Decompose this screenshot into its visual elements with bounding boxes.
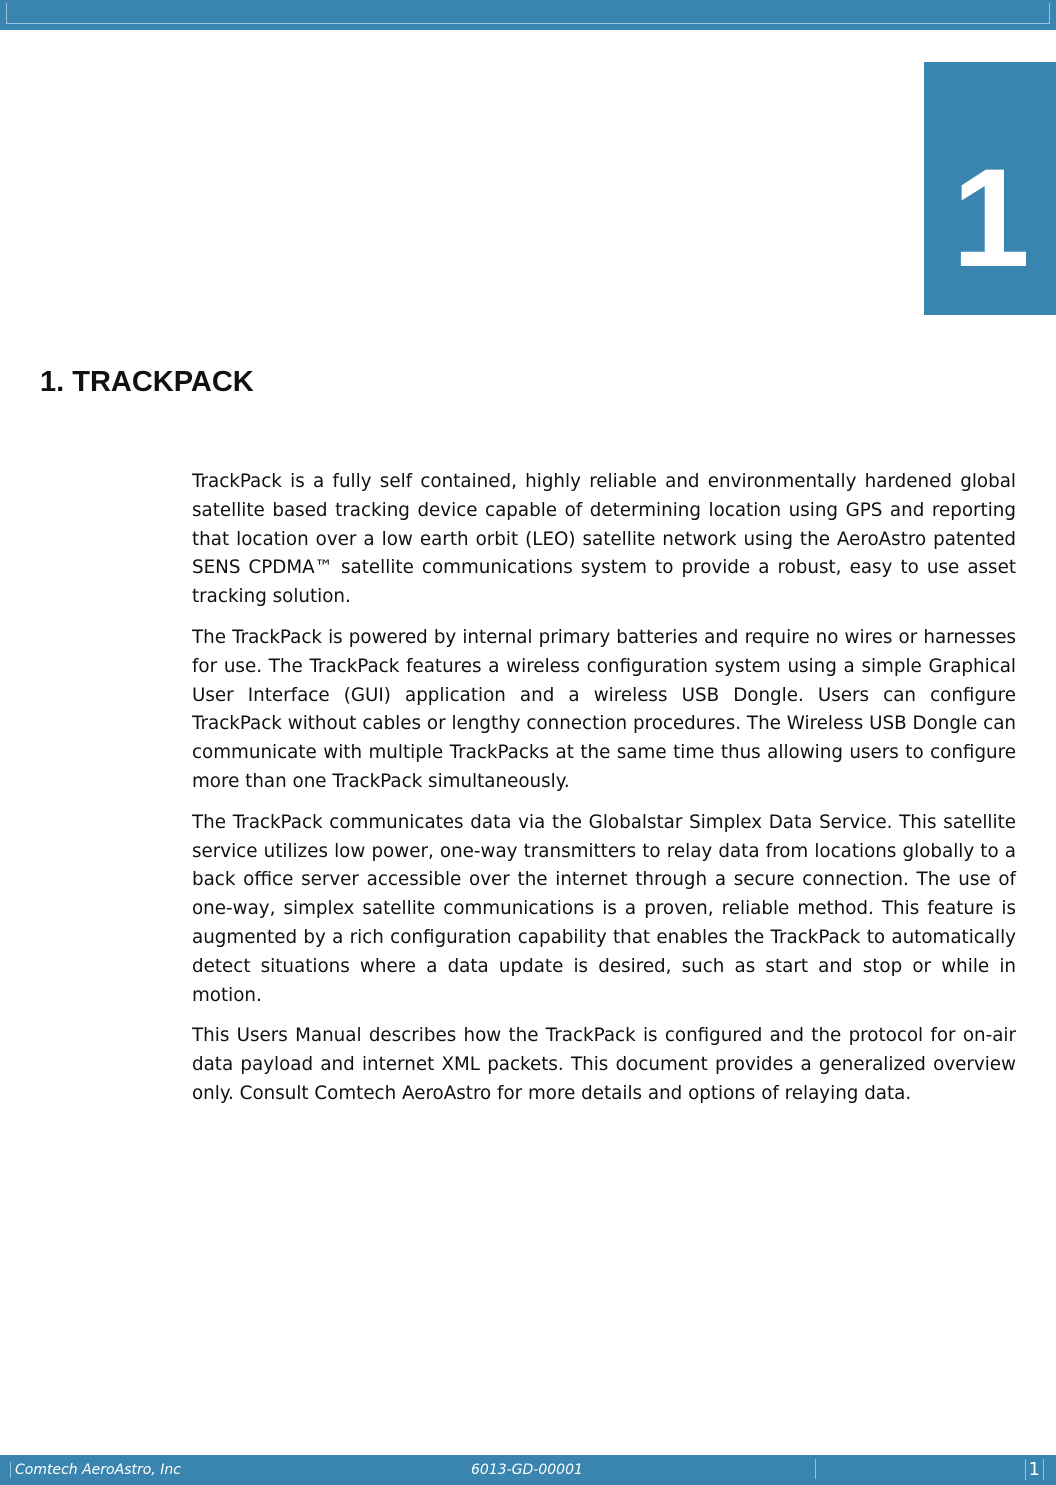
footer-company: Comtech AeroAstro, Inc	[10, 1462, 181, 1478]
paragraph-intro: TrackPack is a fully self contained, highly reliable and environmentally hardened global satellite based tracking device capable of determining location using GPS and reporting that location over a low earth orbit (LEO) satellite network using the AeroAstro patented SENS CPDMA™ satellite communications system to provide a robust, easy to use asset tracking solution.	[192, 471, 1016, 608]
footer-page-number: 1	[1025, 1459, 1044, 1480]
footer-divider	[815, 1459, 816, 1479]
chapter-title: 1. TRACKPACK	[40, 366, 254, 398]
header-bar-frame	[6, 3, 1050, 24]
paragraph-communication: The TrackPack communicates data via the Globalstar Simplex Data Service. This satellite service utilizes low power, one-way transmitters to relay data from locations globally to a back office server accessible over the internet through a secure connection. The use of one-way, simplex satellite communications is a proven, reliable method. This feature is augmented by a rich configuration capability that enables the TrackPack to automatically detect situations where a data update is desired, such as start and stop or while in motion.	[192, 811, 1016, 1006]
header-bar	[0, 0, 1056, 30]
footer-doc-number: 6013-GD-00001	[471, 1462, 583, 1478]
footer-bar	[0, 1455, 1056, 1485]
chapter-number-tab	[924, 62, 1056, 315]
body-text	[192, 468, 1016, 1121]
chapter-number: 1	[952, 139, 1028, 296]
paragraph-power: The TrackPack is powered by internal primary batteries and require no wires or harnesses for use. The TrackPack features a wireless configuration system using a simple Graphical User Interface (GUI) application and a wireless USB Dongle. Users can configure TrackPack without cables or lengthy connection procedures. The Wireless USB Dongle can communicate with multiple TrackPacks at the same time thus allowing users to configure more than one TrackPack simultaneously.	[192, 626, 1016, 792]
paragraph-manual-scope: This Users Manual describes how the TrackPack is configured and the protocol for on-air data payload and internet XML packets. This document provides a generalized overview only. Consult Comtech AeroAstro for more details and options of relaying data.	[192, 1025, 1016, 1104]
